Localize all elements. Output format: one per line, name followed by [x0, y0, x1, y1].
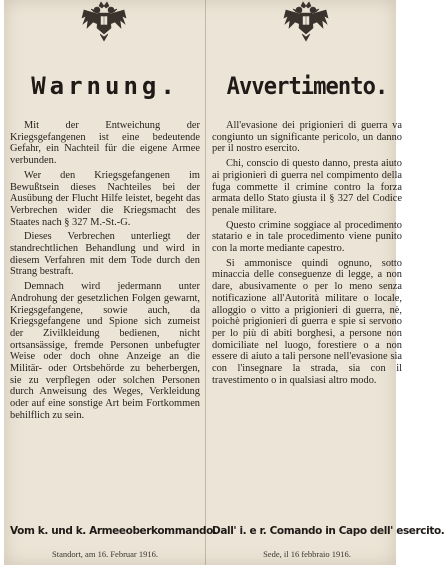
italian-paragraph-1: All'evasione dei prigionieri di guerra va congiunto un significante pericolo, un danno per il nostro esercito. — [212, 120, 402, 155]
german-body-text — [10, 120, 200, 425]
german-column — [10, 0, 217, 565]
double-headed-eagle-icon — [80, 0, 128, 44]
italian-heading: Avvertimento. — [226, 72, 388, 101]
italian-signature: Dall' i. e r. Comando in Capo dell' esercito. — [212, 525, 444, 537]
german-place-date: Standort, am 16. Februar 1916. — [52, 549, 158, 559]
double-headed-eagle-icon — [282, 0, 330, 44]
italian-paragraph-4: Si ammonisce quindi ognuno, sotto minaccia delle conseguenze di legge, a non dare, abusivamente o per lo meno senza notificazione all'Autorità militare o locale, alloggio o vitto a prigionieri di guerra, nè, poichè prigionieri di guerra e spie si servono per lo più di abiti borghesi, a persone non domiciliate nel luogo, forestiere o a non essere di aiuto a tali persone nell'evasione sia con l'insegnare la strada, sia con il travestimento o in qualsiasi altro modo. — [212, 257, 402, 386]
proclamation-poster — [4, 0, 444, 565]
german-signature: Vom k. und k. Armeeoberkommando. — [10, 525, 217, 537]
center-fold-line — [205, 0, 206, 565]
german-paragraph-2: Wer den Kriegsgefangenen im Bewußtsein dieses Nachteiles bei der Ausübung der Flucht Hilfe leistet, begeht das Verbrechen wider die Kriegsmacht des Staates nach § 327 M.-St.-G. — [10, 169, 200, 228]
german-paragraph-1: Mit der Entweichung der Kriegsgefangenen ist eine bedeutende Gefahr, ein Nachteil für die eigene Armee verbunden. — [10, 120, 200, 167]
italian-column — [212, 0, 444, 565]
italian-place-date: Sede, il 16 febbraio 1916. — [263, 549, 351, 559]
german-heading: Warnung. — [31, 72, 179, 101]
italian-paragraph-3: Questo crimine soggiace al procedimento statario e in tale procedimento viene punito con la morte mediante capestro. — [212, 219, 402, 255]
german-paragraph-4: Demnach wird jedermann unter Androhung der gesetzlichen Folgen gewarnt, Kriegsgefangene, sowie auch, da Kriegsgefangene und Spione sich zumeist der Zivilkleidung bedienen, nicht ortsansässige, fremde Personen unbefugter Weise oder doch ohne Anzeige an die Militär- oder Ortsbehörde zu beherbergen, sie zu verpflegen oder solchen Personen durch Anweisung des Weges, Verkleidung oder auf eine sonstige Art beim Fortkommen behilflich zu sein. — [10, 281, 200, 421]
italian-paragraph-2: Chi, conscio di questo danno, presta aiuto ai prigionieri di guerra nel compimento della fuga commette il crimine contro la forza armata dello Stato giusta il § 327 del Codice penale militare. — [212, 158, 402, 216]
german-paragraph-3: Dieses Verbrechen unterliegt der standrechtlichen Behandlung und wird in diesem Verfahren mit dem Tode durch den Strang bestraft. — [10, 231, 200, 278]
italian-body-text — [212, 120, 402, 389]
